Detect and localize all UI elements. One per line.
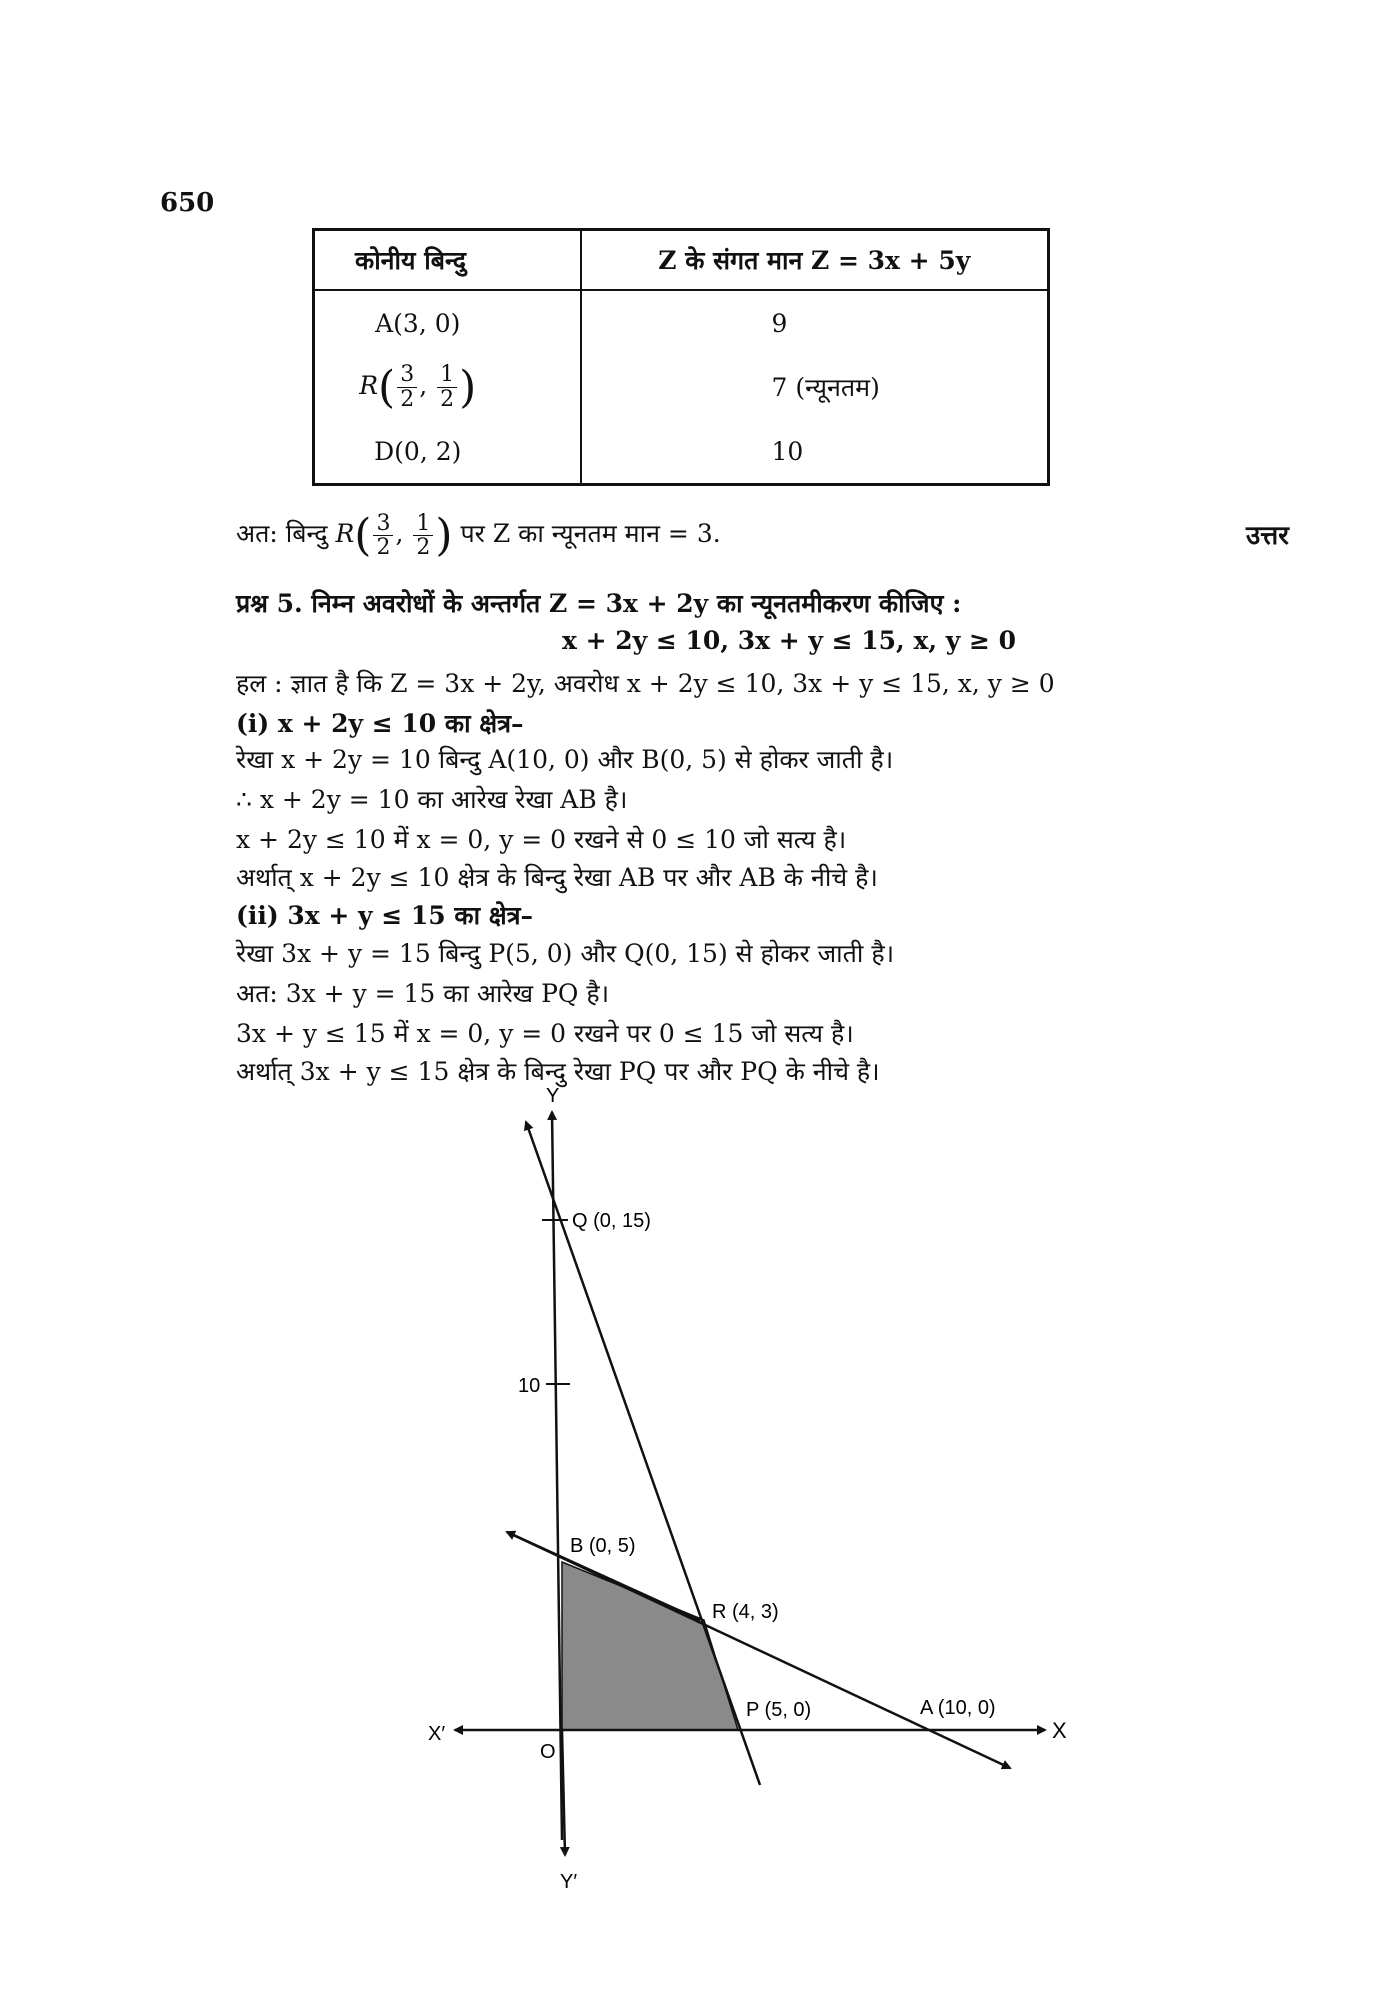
tick-10-label: 10 — [518, 1375, 541, 1397]
x-axis-label: X — [1052, 1718, 1067, 1743]
solution-line: अर्थात् 3x + y ≤ 15 क्षेत्र के बिन्दु रेखा PQ पर और PQ के नीचे है। — [236, 1057, 880, 1086]
question-heading: प्रश्न 5. निम्न अवरोधों के अन्तर्गत Z = 3x + 2y का न्यूनतमीकरण कीजिए : — [236, 589, 962, 618]
table-cell-point: A(3, 0) — [314, 290, 581, 355]
table-cell-point: R( $\frac{3}{2}$ , $\frac{1}{2}$ ) — [314, 355, 581, 419]
conclusion-prefix: अत: बिन्दु — [236, 519, 328, 548]
solution-subheading: (ii) 3x + y ≤ 15 का क्षेत्र– — [236, 901, 533, 930]
page-number: 650 — [160, 188, 215, 218]
solution-subheading: (i) x + 2y ≤ 10 का क्षेत्र– — [236, 709, 524, 738]
fraction-denominator: 2 — [440, 386, 455, 412]
origin-label: O — [540, 1741, 556, 1763]
conclusion-line: अत: बिन्दु R( $\frac{3}{2}$ , $\frac{1}{2}$ ) पर Z का न्यूनतम मान = 3. — [236, 510, 721, 561]
solution-line: 3x + y ≤ 15 में x = 0, y = 0 रखने पर 0 ≤ 15 जो सत्य है। — [236, 1019, 854, 1048]
point-b-label: B (0, 5) — [570, 1535, 636, 1557]
y-neg-axis-label: Y′ — [560, 1871, 578, 1893]
conclusion-suffix: पर Z का न्यूनतम मान = 3. — [460, 519, 721, 548]
y-axis-label: Y — [546, 1085, 560, 1107]
table-header-corner-point: कोनीय बिन्दु — [314, 230, 581, 291]
point-name: R — [359, 370, 379, 400]
point-p-label: P (5, 0) — [746, 1699, 812, 1721]
table-cell-value: 10 — [581, 419, 1049, 485]
solution-line: अत: 3x + y = 15 का आरेख PQ है। — [236, 979, 610, 1008]
table-header-z-value: Z के संगत मान Z = 3x + 5y — [581, 230, 1049, 291]
solution-line: अर्थात् x + 2y ≤ 10 क्षेत्र के बिन्दु रेखा AB पर और AB के नीचे है। — [236, 863, 878, 892]
answer-label: उत्तर — [1246, 521, 1289, 551]
point-a-label: A (10, 0) — [920, 1697, 996, 1719]
solution-line: ∴ x + 2y = 10 का आरेख रेखा AB है। — [236, 785, 628, 814]
table-cell-value: 7 (न्यूनतम) — [581, 355, 1049, 419]
point-q-label: Q (0, 15) — [572, 1210, 651, 1232]
question-constraints: x + 2y ≤ 10, 3x + y ≤ 15, x, y ≥ 0 — [562, 626, 1017, 655]
fraction-denominator: 2 — [376, 535, 391, 560]
solution-line: x + 2y ≤ 10 में x = 0, y = 0 रखने से 0 ≤ 10 जो सत्य है। — [236, 825, 847, 854]
solution-line: रेखा 3x + y = 15 बिन्दु P(5, 0) और Q(0, 15) से होकर जाती है। — [236, 939, 895, 968]
fraction-numerator: 1 — [437, 363, 457, 387]
fraction-numerator: 1 — [413, 512, 433, 536]
solution-line: रेखा x + 2y = 10 बिन्दु A(10, 0) और B(0, 5) से होकर जाती है। — [236, 745, 894, 774]
fraction-numerator: 3 — [397, 363, 417, 387]
point-name: R — [335, 519, 355, 548]
table-cell-value: 9 — [581, 290, 1049, 355]
table-cell-point: D(0, 2) — [314, 419, 581, 485]
fraction-numerator: 3 — [373, 512, 393, 536]
x-neg-axis-label: X′ — [428, 1723, 446, 1745]
solution-line: हल : ज्ञात है कि Z = 3x + 2y, अवरोध x + 2y ≤ 10, 3x + y ≤ 15, x, y ≥ 0 — [236, 669, 1055, 698]
point-r-label: R (4, 3) — [712, 1601, 779, 1623]
fraction-denominator: 2 — [400, 386, 415, 412]
fraction-denominator: 2 — [416, 535, 431, 560]
